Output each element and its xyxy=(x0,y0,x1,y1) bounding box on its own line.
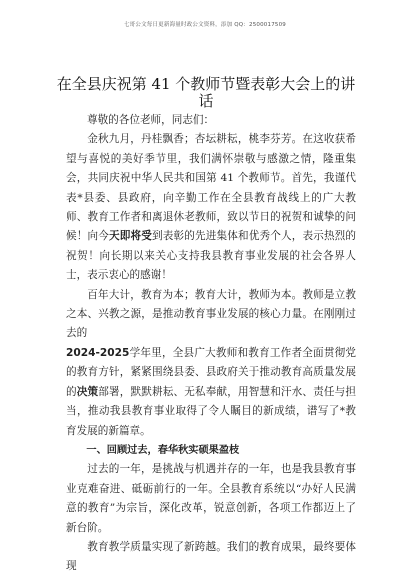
paragraph-opening-text: 金秋九月，丹桂飘香；杏坛耕耘，桃李芬芳。在这收获希望与喜悦的美好季节里，我们满怀崇敬与感激之情，隆重集会，共同庆祝中华人民共和国第 41 个教师节。首先，我谨代表*县委、县政府，向辛勤工作在全县教育战线上的广大教师、教育工作者和离退休老教师，致以节日的祝贺和诚挚的问候！向今 xyxy=(66,133,356,243)
paragraph-review: 过去的一年，是挑战与机遇并存的一年，也是我县教育事业克难奋进、砥砺前行的一年。全县教育系统以“办好人民满意的教育”为宗旨，深化改革，锐意创新，各项工作都迈上了新台阶。 xyxy=(66,463,356,534)
paragraph-education-foundation xyxy=(66,286,356,441)
header-promo-note: 七哥公文每日更新海量时政公文资料，添加 QQ：2500017509 xyxy=(123,22,286,28)
document-body xyxy=(66,111,356,577)
paragraph-opening-bold: 天即将受 xyxy=(109,230,152,243)
paragraph-opening-tail: 到表彰的先进集体和优秀个人，表示热烈的祝贺！向长期以来关心支持我县教育事业发展的社会各界人士，表示衷心的感谢！ xyxy=(66,230,357,282)
policy-keyword: 决策 xyxy=(76,385,99,398)
document-title: 在全县庆祝第 41 个教师节暨表彰大会上的讲话 xyxy=(56,75,356,110)
section-heading-1: 一、回顾过去，春华秋实硕果盈枝 xyxy=(86,444,240,456)
paragraph-education-text: 百年大计，教育为本；教育大计，教师为本。教师是立教之本、兴教之源，是推动教育事业发展的核心力量。在刚刚过去的 xyxy=(66,288,356,340)
paragraph-education-tail: 部署，默默耕耘、无私奉献，用智慧和汗水、责任与担当，推动我县教育事业取得了令人瞩目的新成绩，谱写了*教育发展的新篇章。 xyxy=(66,385,357,437)
greeting: 尊敬的各位老师，同志们： xyxy=(87,114,215,126)
paragraph-opening xyxy=(66,130,356,285)
school-year: 2024-2025 xyxy=(66,346,130,359)
paragraph-education-mid: 学年里，全县广大教师和教育工作者全面贯彻党的教育方针，紧紧围绕县委、县政府关于推动教育高质量发展的 xyxy=(66,346,356,398)
paragraph-quality: 教育教学质量实现了新跨越。我们的教育成果，最终要体现 xyxy=(66,540,356,573)
